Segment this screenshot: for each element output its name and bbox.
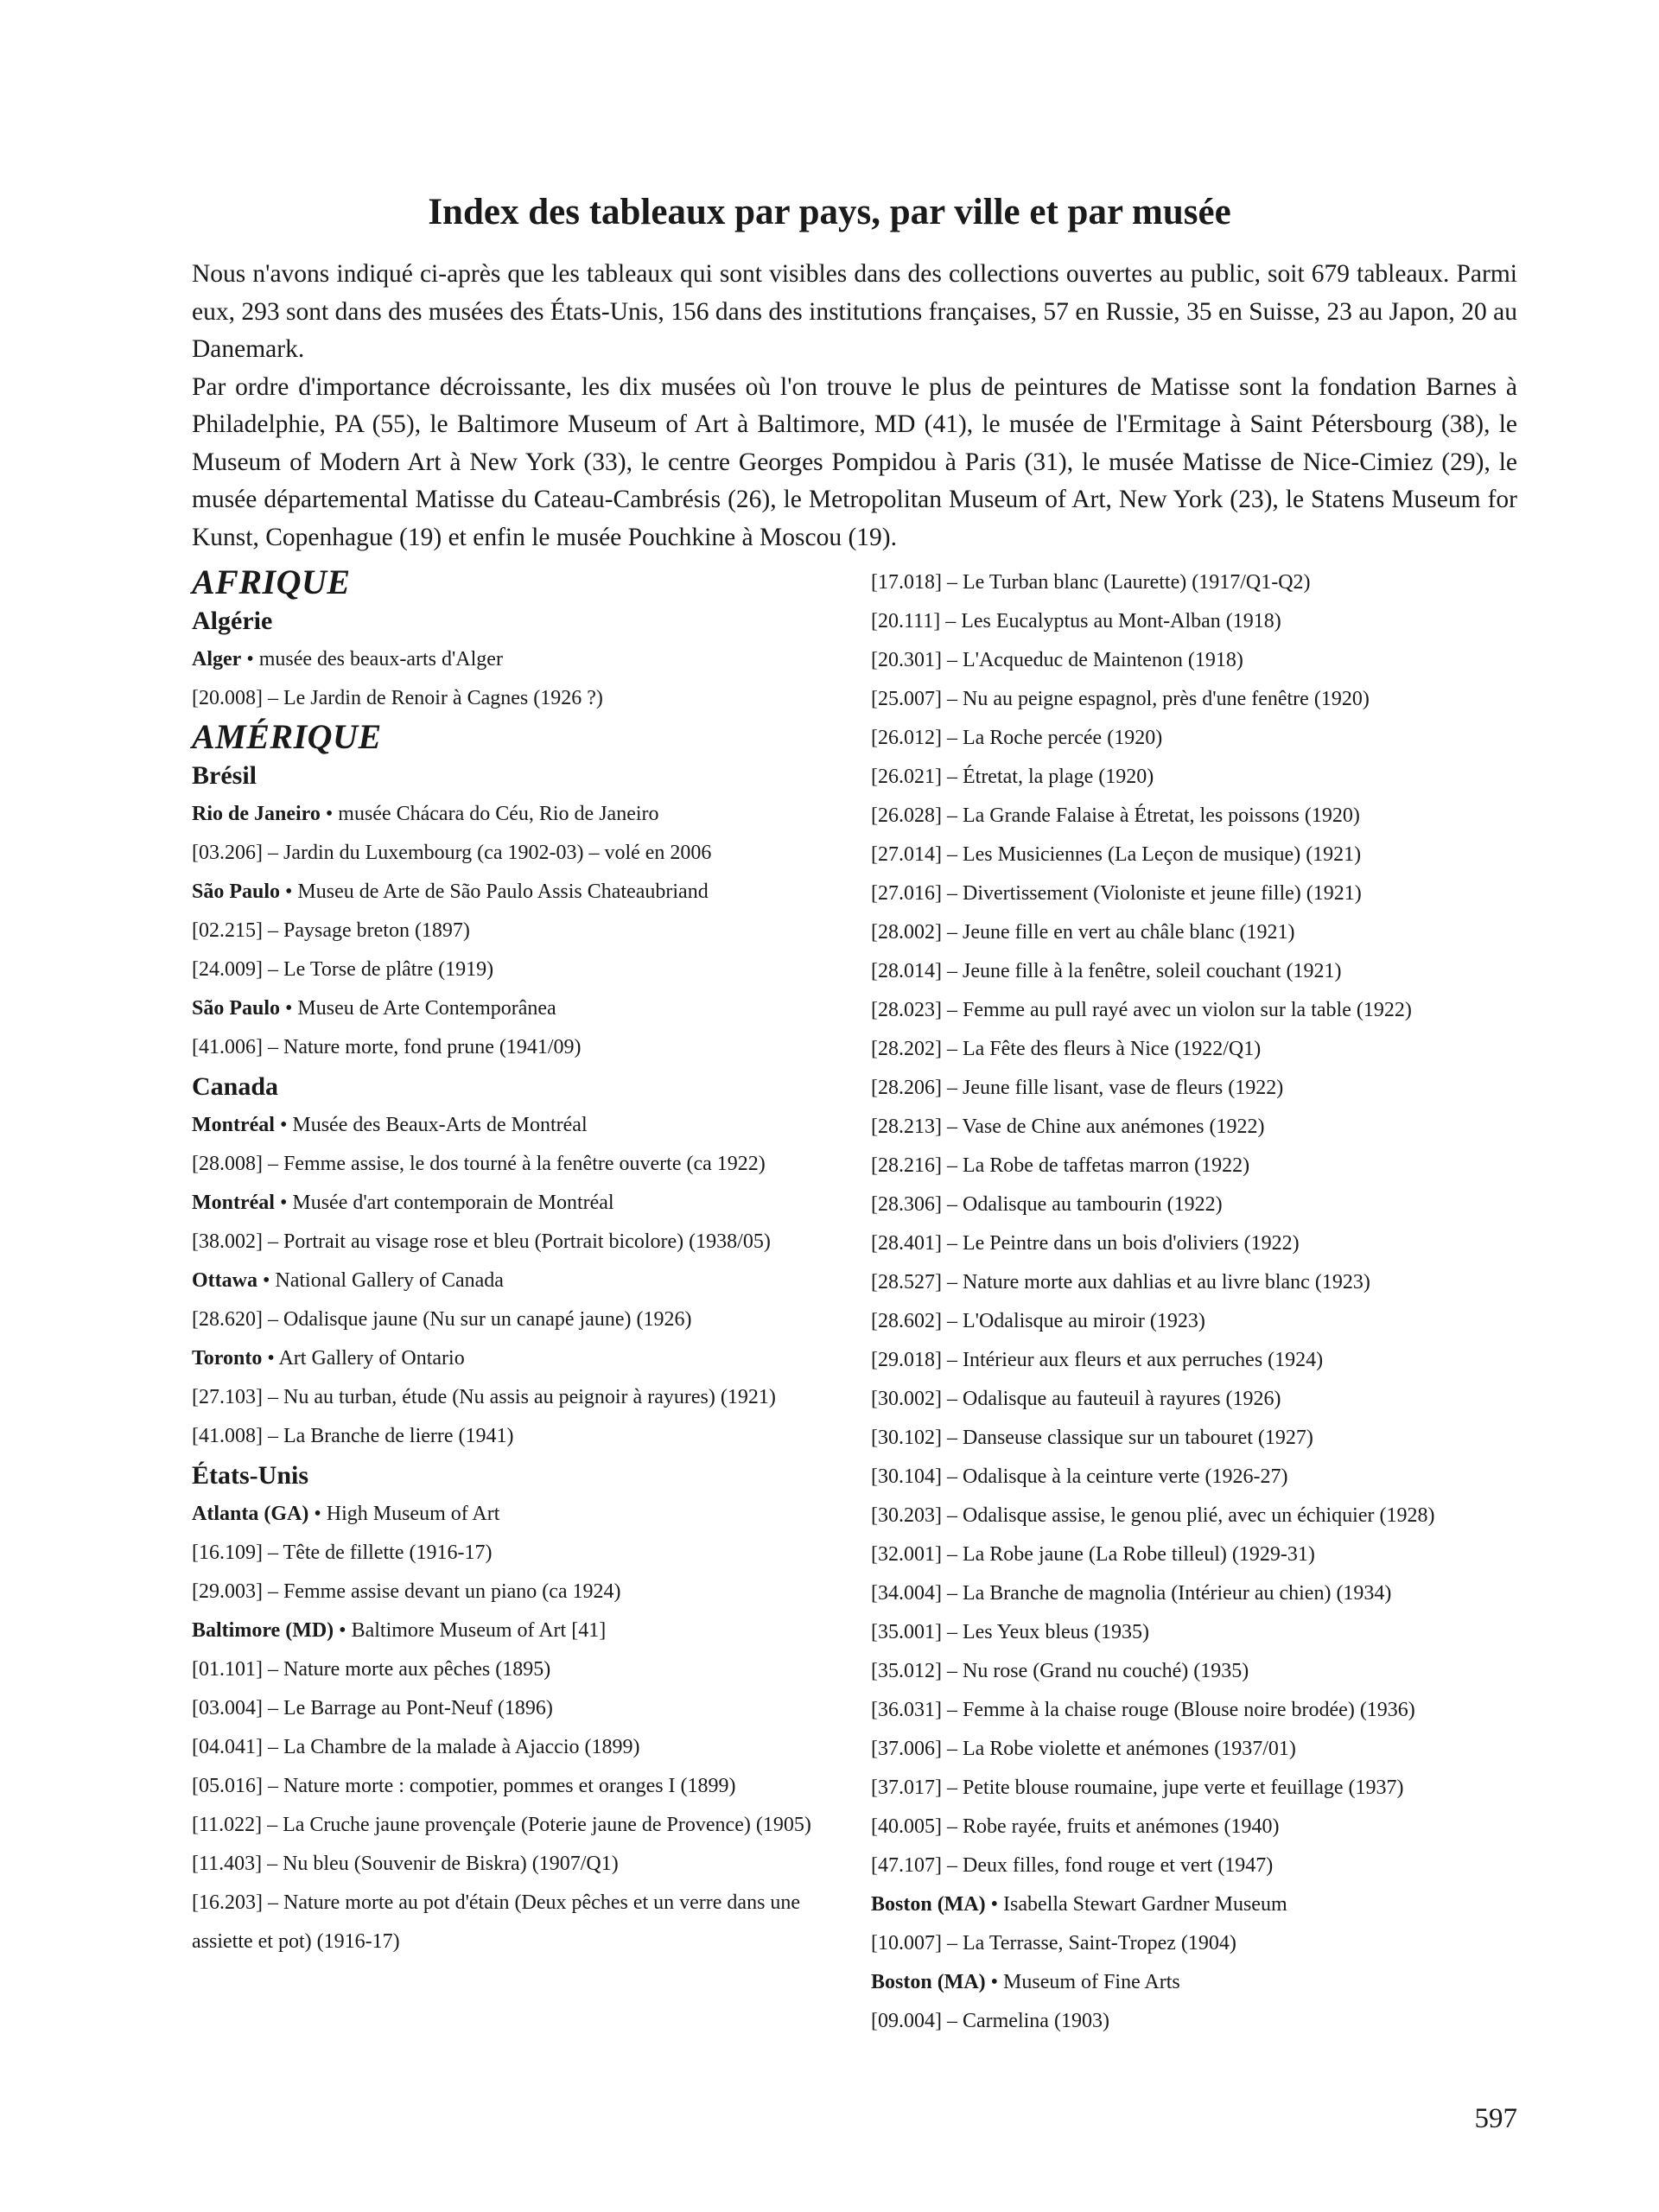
painting-entry: [20.111] – Les Eucalyptus au Mont-Alban (1918): [871, 610, 1281, 632]
museum-name: • musée Chácara do Céu, Rio de Janeiro: [320, 803, 659, 825]
painting-entry: [27.016] – Divertissement (Violoniste et jeune fille) (1921): [871, 882, 1362, 905]
city-name: Toronto: [192, 1347, 263, 1370]
painting-entry: [28.008] – Femme assise, le dos tourné à la fenêtre ouverte (ca 1922): [192, 1153, 766, 1175]
city-name: Alger: [192, 648, 242, 671]
city-name: Baltimore (MD): [192, 1619, 334, 1642]
painting-entry: [37.006] – La Robe violette et anémones (1937/01): [871, 1738, 1296, 1760]
museum-line: [871, 1963, 1528, 2002]
painting-entry: [30.104] – Odalisque à la ceinture verte (1926-27): [871, 1465, 1288, 1488]
painting-entry: [34.004] – La Branche de magnolia (Intérieur au chien) (1934): [871, 1582, 1392, 1605]
painting-entry: [35.001] – Les Yeux bleus (1935): [871, 1621, 1149, 1643]
museum-name: • Museu de Arte Contemporânea: [280, 997, 556, 1020]
city-name: Montréal: [192, 1114, 275, 1136]
painting-entry: [16.109] – Tête de fillette (1916-17): [192, 1541, 493, 1564]
city-name: Ottawa: [192, 1269, 257, 1292]
painting-entry: [04.041] – La Chambre de la malade à Ajaccio (1899): [192, 1736, 640, 1758]
painting-entry: [30.203] – Odalisque assise, le genou plié, avec un échiquier (1928): [871, 1504, 1435, 1527]
museum-line: [192, 1262, 849, 1300]
museum-line: [192, 989, 849, 1028]
painting-entry: [05.016] – Nature morte : compotier, pommes et oranges I (1899): [192, 1775, 736, 1797]
painting-entry: [01.101] – Nature morte aux pêches (1895): [192, 1658, 551, 1681]
painting-entry: [37.017] – Petite blouse roumaine, jupe verte et feuillage (1937): [871, 1777, 1404, 1799]
continent-heading: AMÉRIQUE: [192, 717, 382, 756]
city-name: Montréal: [192, 1192, 275, 1214]
country-heading: Brésil: [192, 761, 257, 790]
painting-entry: [47.107] – Deux filles, fond rouge et vert (1947): [871, 1854, 1274, 1877]
museum-name: • Art Gallery of Ontario: [262, 1347, 465, 1370]
city-name: Rio de Janeiro: [192, 803, 321, 825]
city-name: São Paulo: [192, 997, 281, 1020]
painting-entry: [11.403] – Nu bleu (Souvenir de Biskra) (1907/Q1): [192, 1853, 619, 1875]
painting-entry: [28.023] – Femme au pull rayé avec un violon sur la table (1922): [871, 999, 1412, 1021]
painting-entry: [41.008] – La Branche de lierre (1941): [192, 1425, 514, 1447]
index-column-left: [192, 563, 849, 1961]
museum-line: [192, 795, 849, 834]
painting-entry: [26.012] – La Roche percée (1920): [871, 727, 1163, 749]
painting-entry: [26.028] – La Grande Falaise à Étretat, les poissons (1920): [871, 804, 1360, 827]
painting-entry: [28.306] – Odalisque au tambourin (1922): [871, 1193, 1223, 1216]
painting-entry: [26.021] – Étretat, la plage (1920): [871, 766, 1154, 788]
painting-entry: [36.031] – Femme à la chaise rouge (Blouse noire brodée) (1936): [871, 1699, 1415, 1721]
painting-entry: [03.004] – Le Barrage au Pont-Neuf (1896): [192, 1697, 553, 1719]
painting-entry: [35.012] – Nu rose (Grand nu couché) (1935): [871, 1660, 1249, 1682]
museum-name: • musée des beaux-arts d'Alger: [241, 648, 503, 671]
painting-entry: [30.002] – Odalisque au fauteuil à rayures (1926): [871, 1388, 1281, 1410]
painting-entry: [09.004] – Carmelina (1903): [871, 2010, 1109, 2032]
painting-entry: [29.003] – Femme assise devant un piano (ca 1924): [192, 1580, 621, 1603]
painting-entry: [32.001] – La Robe jaune (La Robe tilleul) (1929-31): [871, 1543, 1315, 1566]
painting-entry: [02.215] – Paysage breton (1897): [192, 919, 470, 942]
intro-text: [192, 256, 1517, 556]
painting-entry: [10.007] – La Terrasse, Saint-Tropez (1904): [871, 1932, 1236, 1955]
painting-entry: [25.007] – Nu au peigne espagnol, près d'une fenêtre (1920): [871, 688, 1370, 710]
museum-name: • Musée d'art contemporain de Montréal: [274, 1192, 614, 1214]
museum-name: • National Gallery of Canada: [257, 1269, 504, 1292]
painting-entry: [28.213] – Vase de Chine aux anémones (1922): [871, 1116, 1265, 1138]
painting-entry: [30.102] – Danseuse classique sur un tabouret (1927): [871, 1427, 1313, 1449]
painting-entry: [03.206] – Jardin du Luxembourg (ca 1902-03) – volé en 2006: [192, 842, 712, 864]
painting-entry: [28.401] – Le Peintre dans un bois d'oliviers (1922): [871, 1232, 1300, 1255]
city-name: Boston (MA): [871, 1893, 986, 1916]
painting-entry: [24.009] – Le Torse de plâtre (1919): [192, 958, 494, 981]
painting-entry: [20.301] – L'Acqueduc de Maintenon (1918): [871, 649, 1243, 671]
painting-entry: [28.216] – La Robe de taffetas marron (1922): [871, 1154, 1250, 1177]
painting-entry: [20.008] – Le Jardin de Renoir à Cagnes (1926 ?): [192, 687, 603, 709]
painting-entry: [28.014] – Jeune fille à la fenêtre, soleil couchant (1921): [871, 960, 1342, 982]
painting-entry: [28.002] – Jeune fille en vert au châle blanc (1921): [871, 921, 1295, 944]
painting-entry: [41.006] – Nature morte, fond prune (1941/09): [192, 1036, 582, 1058]
intro-paragraph: Par ordre d'importance décroissante, les dix musées où l'on trouve le plus de peintures de Matisse sont la fondation Barnes à Philadelphie, PA (55), le Baltimore Museum of Art à Baltimore, MD (41), le musée de l'Ermitage à Saint Pétersbourg (38), le Museum of Modern Art à New York (33), le centre Georges Pompidou à Paris (31), le musée Matisse de Nice-Cimiez (29), le musée départemental Matisse du Cateau-Cambrésis (26), le Metropolitan Museum of Art, New York (23), le Statens Museum for Kunst, Copenhague (19) et enfin le musée Pouchkine à Moscou (19).: [192, 372, 1517, 551]
country-heading: Algérie: [192, 607, 273, 635]
painting-entry: [27.014] – Les Musiciennes (La Leçon de musique) (1921): [871, 843, 1362, 866]
painting-entry: [28.202] – La Fête des fleurs à Nice (1922/Q1): [871, 1038, 1262, 1060]
museum-line: [192, 873, 849, 912]
painting-entry: [29.018] – Intérieur aux fleurs et aux perruches (1924): [871, 1349, 1324, 1371]
museum-name: • Isabella Stewart Gardner Museum: [985, 1893, 1287, 1916]
museum-line: [192, 1611, 849, 1650]
painting-entry: [28.527] – Nature morte aux dahlias et au livre blanc (1923): [871, 1271, 1370, 1294]
country-heading: Canada: [192, 1072, 279, 1101]
intro-paragraph: Nous n'avons indiqué ci-après que les tableaux qui sont visibles dans des collections ouvertes au public, soit 679 tableaux. Parmi eux, 293 sont dans des musées des États-Unis, 156 dans des institutions françaises, 57 en Russie, 35 en Suisse, 23 au Japon, 20 au Danemark.: [192, 260, 1517, 363]
painting-entry: [16.203] – Nature morte au pot d'étain (Deux pêches et un verre dans une assiette et pot) (1916-17): [192, 1891, 801, 1953]
painting-entry: [11.022] – La Cruche jaune provençale (Poterie jaune de Provence) (1905): [192, 1814, 811, 1836]
painting-entry: [28.620] – Odalisque jaune (Nu sur un canapé jaune) (1926): [192, 1308, 692, 1331]
museum-line: [192, 640, 849, 679]
museum-name: • High Museum of Art: [308, 1503, 500, 1525]
painting-entry: [28.602] – L'Odalisque au miroir (1923): [871, 1310, 1205, 1332]
painting-entry: [28.206] – Jeune fille lisant, vase de fleurs (1922): [871, 1077, 1284, 1099]
museum-line: [192, 1339, 849, 1378]
index-column-right: [871, 563, 1528, 2041]
city-name: Boston (MA): [871, 1971, 986, 1993]
painting-entry: [38.002] – Portrait au visage rose et bleu (Portrait bicolore) (1938/05): [192, 1230, 771, 1253]
museum-line: [871, 1885, 1528, 1924]
museum-name: • Musée des Beaux-Arts de Montréal: [274, 1114, 588, 1136]
museum-line: [192, 1106, 849, 1145]
museum-name: • Museu de Arte de São Paulo Assis Chateaubriand: [280, 880, 709, 903]
painting-entry: [40.005] – Robe rayée, fruits et anémones (1940): [871, 1815, 1280, 1838]
painting-entry: [27.103] – Nu au turban, étude (Nu assis au peignoir à rayures) (1921): [192, 1386, 776, 1408]
city-name: São Paulo: [192, 880, 281, 903]
page-title: Index des tableaux par pays, par ville et par musée: [428, 192, 1231, 232]
country-heading: États-Unis: [192, 1461, 309, 1490]
museum-line: [192, 1184, 849, 1223]
city-name: Atlanta (GA): [192, 1503, 309, 1525]
page-number: 597: [1474, 2103, 1517, 2134]
museum-line: [192, 1495, 849, 1534]
museum-name: • Museum of Fine Arts: [985, 1971, 1180, 1993]
continent-heading: AFRIQUE: [192, 563, 351, 601]
painting-entry: [17.018] – Le Turban blanc (Laurette) (1917/Q1-Q2): [871, 571, 1311, 594]
museum-name: • Baltimore Museum of Art [41]: [334, 1619, 607, 1642]
